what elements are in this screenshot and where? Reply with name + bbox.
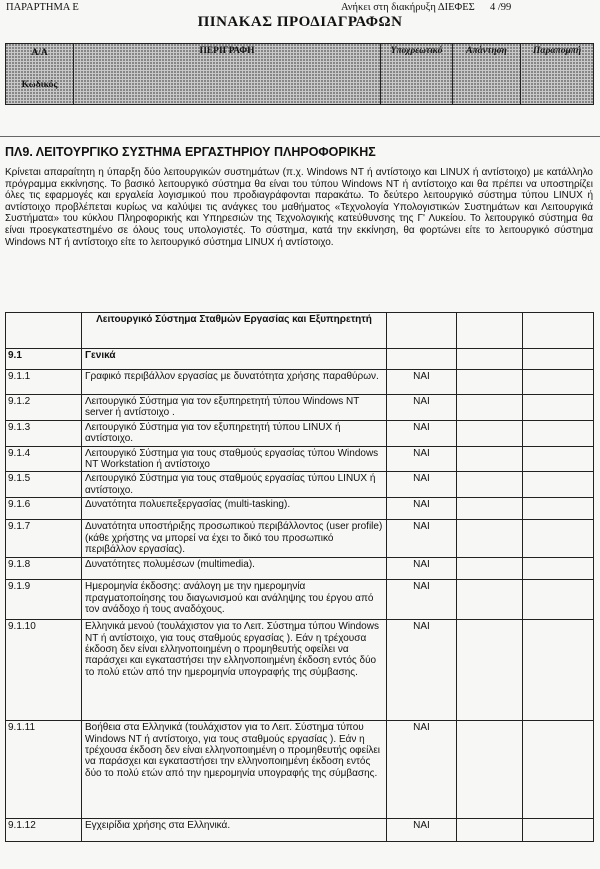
table-row [6, 446, 594, 472]
row-mandatory-value: ΝΑΙ [387, 819, 457, 842]
row-code: 9.1.7 [6, 520, 82, 558]
row-code: 9.1.5 [6, 472, 82, 498]
row-mandatory-value: ΝΑΙ [387, 498, 457, 520]
empty-cell [387, 313, 457, 349]
row-mandatory-value: ΝΑΙ [387, 395, 457, 421]
row-answer-cell [457, 819, 523, 842]
empty-cell [523, 349, 594, 370]
table-row [6, 370, 594, 395]
section-title: ΠΛ9. ΛΕΙΤΟΥΡΓΙΚΟ ΣΥΣΤΗΜΑ ΕΡΓΑΣΤΗΡΙΟΥ ΠΛΗΡΟΦΟΡΙΚΗΣ [5, 145, 376, 159]
row-code: 9.1.11 [6, 721, 82, 819]
row-mandatory-value: ΝΑΙ [387, 420, 457, 446]
header-code-cell [6, 44, 74, 105]
row-code: 9.1.6 [6, 498, 82, 520]
row-reference-cell [523, 420, 594, 446]
row-mandatory-value: ΝΑΙ [387, 620, 457, 721]
table-row [6, 620, 594, 721]
row-code: 9.1.9 [6, 580, 82, 620]
row-description: Λειτουργικό Σύστημα για τους σταθμούς εργασίας τύπου LINUX ή αντίστοιχο. [82, 472, 387, 498]
row-code: 9.1.12 [6, 819, 82, 842]
row-answer-cell [457, 721, 523, 819]
row-mandatory-value: ΝΑΙ [387, 520, 457, 558]
row-reference-cell [523, 472, 594, 498]
row-reference-cell [523, 520, 594, 558]
row-description: Ελληνικά μενού (τουλάχιστον για το Λειτ. Σύστημα τύπου Windows NT ή αντίστοιχο, για τους σταθμούς εργασίας ). Εάν η τρέχουσα έκδοση δεν είναι ελληνοποιημένη ο προμηθευτής οφείλει να παράσχει και εγκαταστήσει την ελληνοποιημένη έκδοση εντός δύο το πολύ ετών από την ημερομηνία υπογραφής της σύμβασης. [82, 620, 387, 721]
row-reference-cell [523, 395, 594, 421]
row-description: Λειτουργικό Σύστημα για τους σταθμούς εργασίας τύπου Windows NT Workstation ή αντίστοιχο [82, 446, 387, 472]
header-reference-label: Παραπομπή [521, 44, 594, 105]
row-code: 9.1.8 [6, 558, 82, 580]
table-title: Λειτουργικό Σύστημα Σταθμών Εργασίας και Εξυπηρετητή [82, 313, 387, 349]
table-row [6, 558, 594, 580]
annex-label: ΠΑΡΑΡΤΗΜΑ Ε [6, 2, 79, 13]
row-description: Λειτουργικό Σύστημα για τον εξυπηρετητή τύπου Windows NT server ή αντίστοιχο . [82, 395, 387, 421]
row-description: Βοήθεια στα Ελληνικά (τουλάχιστον για το Λειτ. Σύστημα τύπου Windows NT ή αντίστοιχο, για τους σταθμούς εργασίας ). Εάν η τρέχουσα έκδοση δεν είναι ελληνοποιημένη ο προμηθευτής οφείλει να παράσχει και εγκαταστήσει την ελληνοποιημένη έκδοση εντός δύο το πολύ ετών από την ημερομηνία υπογραφής της σύμβασης. [82, 721, 387, 819]
row-code: 9.1.4 [6, 446, 82, 472]
row-description: Εγχειρίδια χρήσης στα Ελληνικά. [82, 819, 387, 842]
row-reference-cell [523, 620, 594, 721]
group-code: 9.1 [6, 349, 82, 370]
header-mandatory-label: Υποχρεωτικό [381, 44, 453, 105]
section-intro-paragraph: Κρίνεται απαραίτητη η ύπαρξη δύο λειτουργικών συστημάτων (π.χ. Windows NT ή αντίστοιχο και LINUX ή αντίστοιχο) με κατάλληλο πρόγραμμα εκκίνησης. Το βασικό λειτουργικό σύστημα θα είναι του τύπου Windows NT ή αντίστοιχο και θα πρέπει να υποστηρίζει όλες τις εφαρμογές και εργαλεία λογισμικού που προδιαγράφονται παρακάτω. Το δεύτερο λειτουργικό σύστημα τύπου LINUX ή αντίστοιχο προβλέπεται κυρίως να καλύψει τις ανάγκες του μαθήματος «Τεχνολογία Υπολογιστικών Συστημάτων και Λειτουργικά Συστήματα» του κύκλου Πληροφορικής και Υπηρεσιών της Τεχνολογικής κατεύθυνσης της Γ' Λυκείου. Το λειτουργικό σύστημα θα είναι προεγκατεστημένο σε όλους τους υπολογιστές. Το σύστημα, κατά την εκκίνηση, θα φορτώνει είτε το λειτουργικό σύστημα Windows NT ή αντίστοιχο είτε το λειτουργικό σύστημα LINUX ή αντίστοιχο. [5, 167, 593, 248]
row-answer-cell [457, 580, 523, 620]
row-mandatory-value: ΝΑΙ [387, 721, 457, 819]
table-row [6, 580, 594, 620]
row-description: Δυνατότητες πολυμέσων (multimedia). [82, 558, 387, 580]
header-code-label: Κωδικός [21, 80, 58, 90]
row-answer-cell [457, 620, 523, 721]
row-reference-cell [523, 819, 594, 842]
row-code: 9.1.2 [6, 395, 82, 421]
page-number: 4 /99 [490, 2, 512, 13]
header-aa-label: Α/Α [31, 48, 48, 58]
row-description: Ημερομηνία έκδοσης: ανάλογη με την ημερομηνία πραγματοποίησης του διαγωνισμού και ανάληψης του έργου από τον ανάδοχο ή τους αναδόχους. [82, 580, 387, 620]
row-code: 9.1.3 [6, 420, 82, 446]
row-mandatory-value: ΝΑΙ [387, 446, 457, 472]
row-code: 9.1.10 [6, 620, 82, 721]
row-answer-cell [457, 558, 523, 580]
row-mandatory-value: ΝΑΙ [387, 370, 457, 395]
tender-reference: Ανήκει στη διακήρυξη ΔΙΕΦΕΣ [341, 2, 475, 13]
row-answer-cell [457, 472, 523, 498]
empty-cell [6, 313, 82, 349]
row-code: 9.1.1 [6, 370, 82, 395]
row-description: Δυνατότητα υποστήριξης προσωπικού περιβάλλοντος (user profile) (κάθε χρήστης να μπορεί να έχει το δικό του προσωπικό περιβάλλον εργασίας). [82, 520, 387, 558]
row-description: Λειτουργικό Σύστημα για τον εξυπηρετητή τύπου LINUX ή αντίστοιχο. [82, 420, 387, 446]
row-reference-cell [523, 498, 594, 520]
column-header-table [5, 43, 594, 105]
table-row [6, 472, 594, 498]
header-description-label: ΠΕΡΙΓΡΑΦΗ [74, 44, 381, 105]
row-mandatory-value: ΝΑΙ [387, 472, 457, 498]
row-description: Γραφικό περιβάλλον εργασίας με δυνατότητα χρήσης παραθύρων. [82, 370, 387, 395]
row-reference-cell [523, 580, 594, 620]
row-reference-cell [523, 721, 594, 819]
spec-table [5, 312, 594, 842]
table-title-row [6, 313, 594, 349]
empty-cell [387, 349, 457, 370]
row-answer-cell [457, 498, 523, 520]
table-row [6, 420, 594, 446]
row-answer-cell [457, 420, 523, 446]
row-mandatory-value: ΝΑΙ [387, 558, 457, 580]
separator-line [0, 136, 600, 137]
empty-cell [457, 349, 523, 370]
table-row [6, 819, 594, 842]
document-title: ΠΙΝΑΚΑΣ ΠΡΟΔΙΑΓΡΑΦΩΝ [197, 14, 403, 30]
row-mandatory-value: ΝΑΙ [387, 580, 457, 620]
empty-cell [457, 313, 523, 349]
row-description: Δυνατότητα πολυεπεξεργασίας (multi-tasking). [82, 498, 387, 520]
running-header [6, 2, 594, 14]
group-label: Γενικά [82, 349, 387, 370]
table-row [6, 498, 594, 520]
row-answer-cell [457, 395, 523, 421]
empty-cell [523, 313, 594, 349]
row-reference-cell [523, 558, 594, 580]
table-row [6, 395, 594, 421]
header-answer-label: Απάντηση [453, 44, 521, 105]
row-reference-cell [523, 370, 594, 395]
table-row [6, 721, 594, 819]
table-row [6, 520, 594, 558]
row-answer-cell [457, 446, 523, 472]
row-answer-cell [457, 520, 523, 558]
row-answer-cell [457, 370, 523, 395]
row-reference-cell [523, 446, 594, 472]
group-row [6, 349, 594, 370]
